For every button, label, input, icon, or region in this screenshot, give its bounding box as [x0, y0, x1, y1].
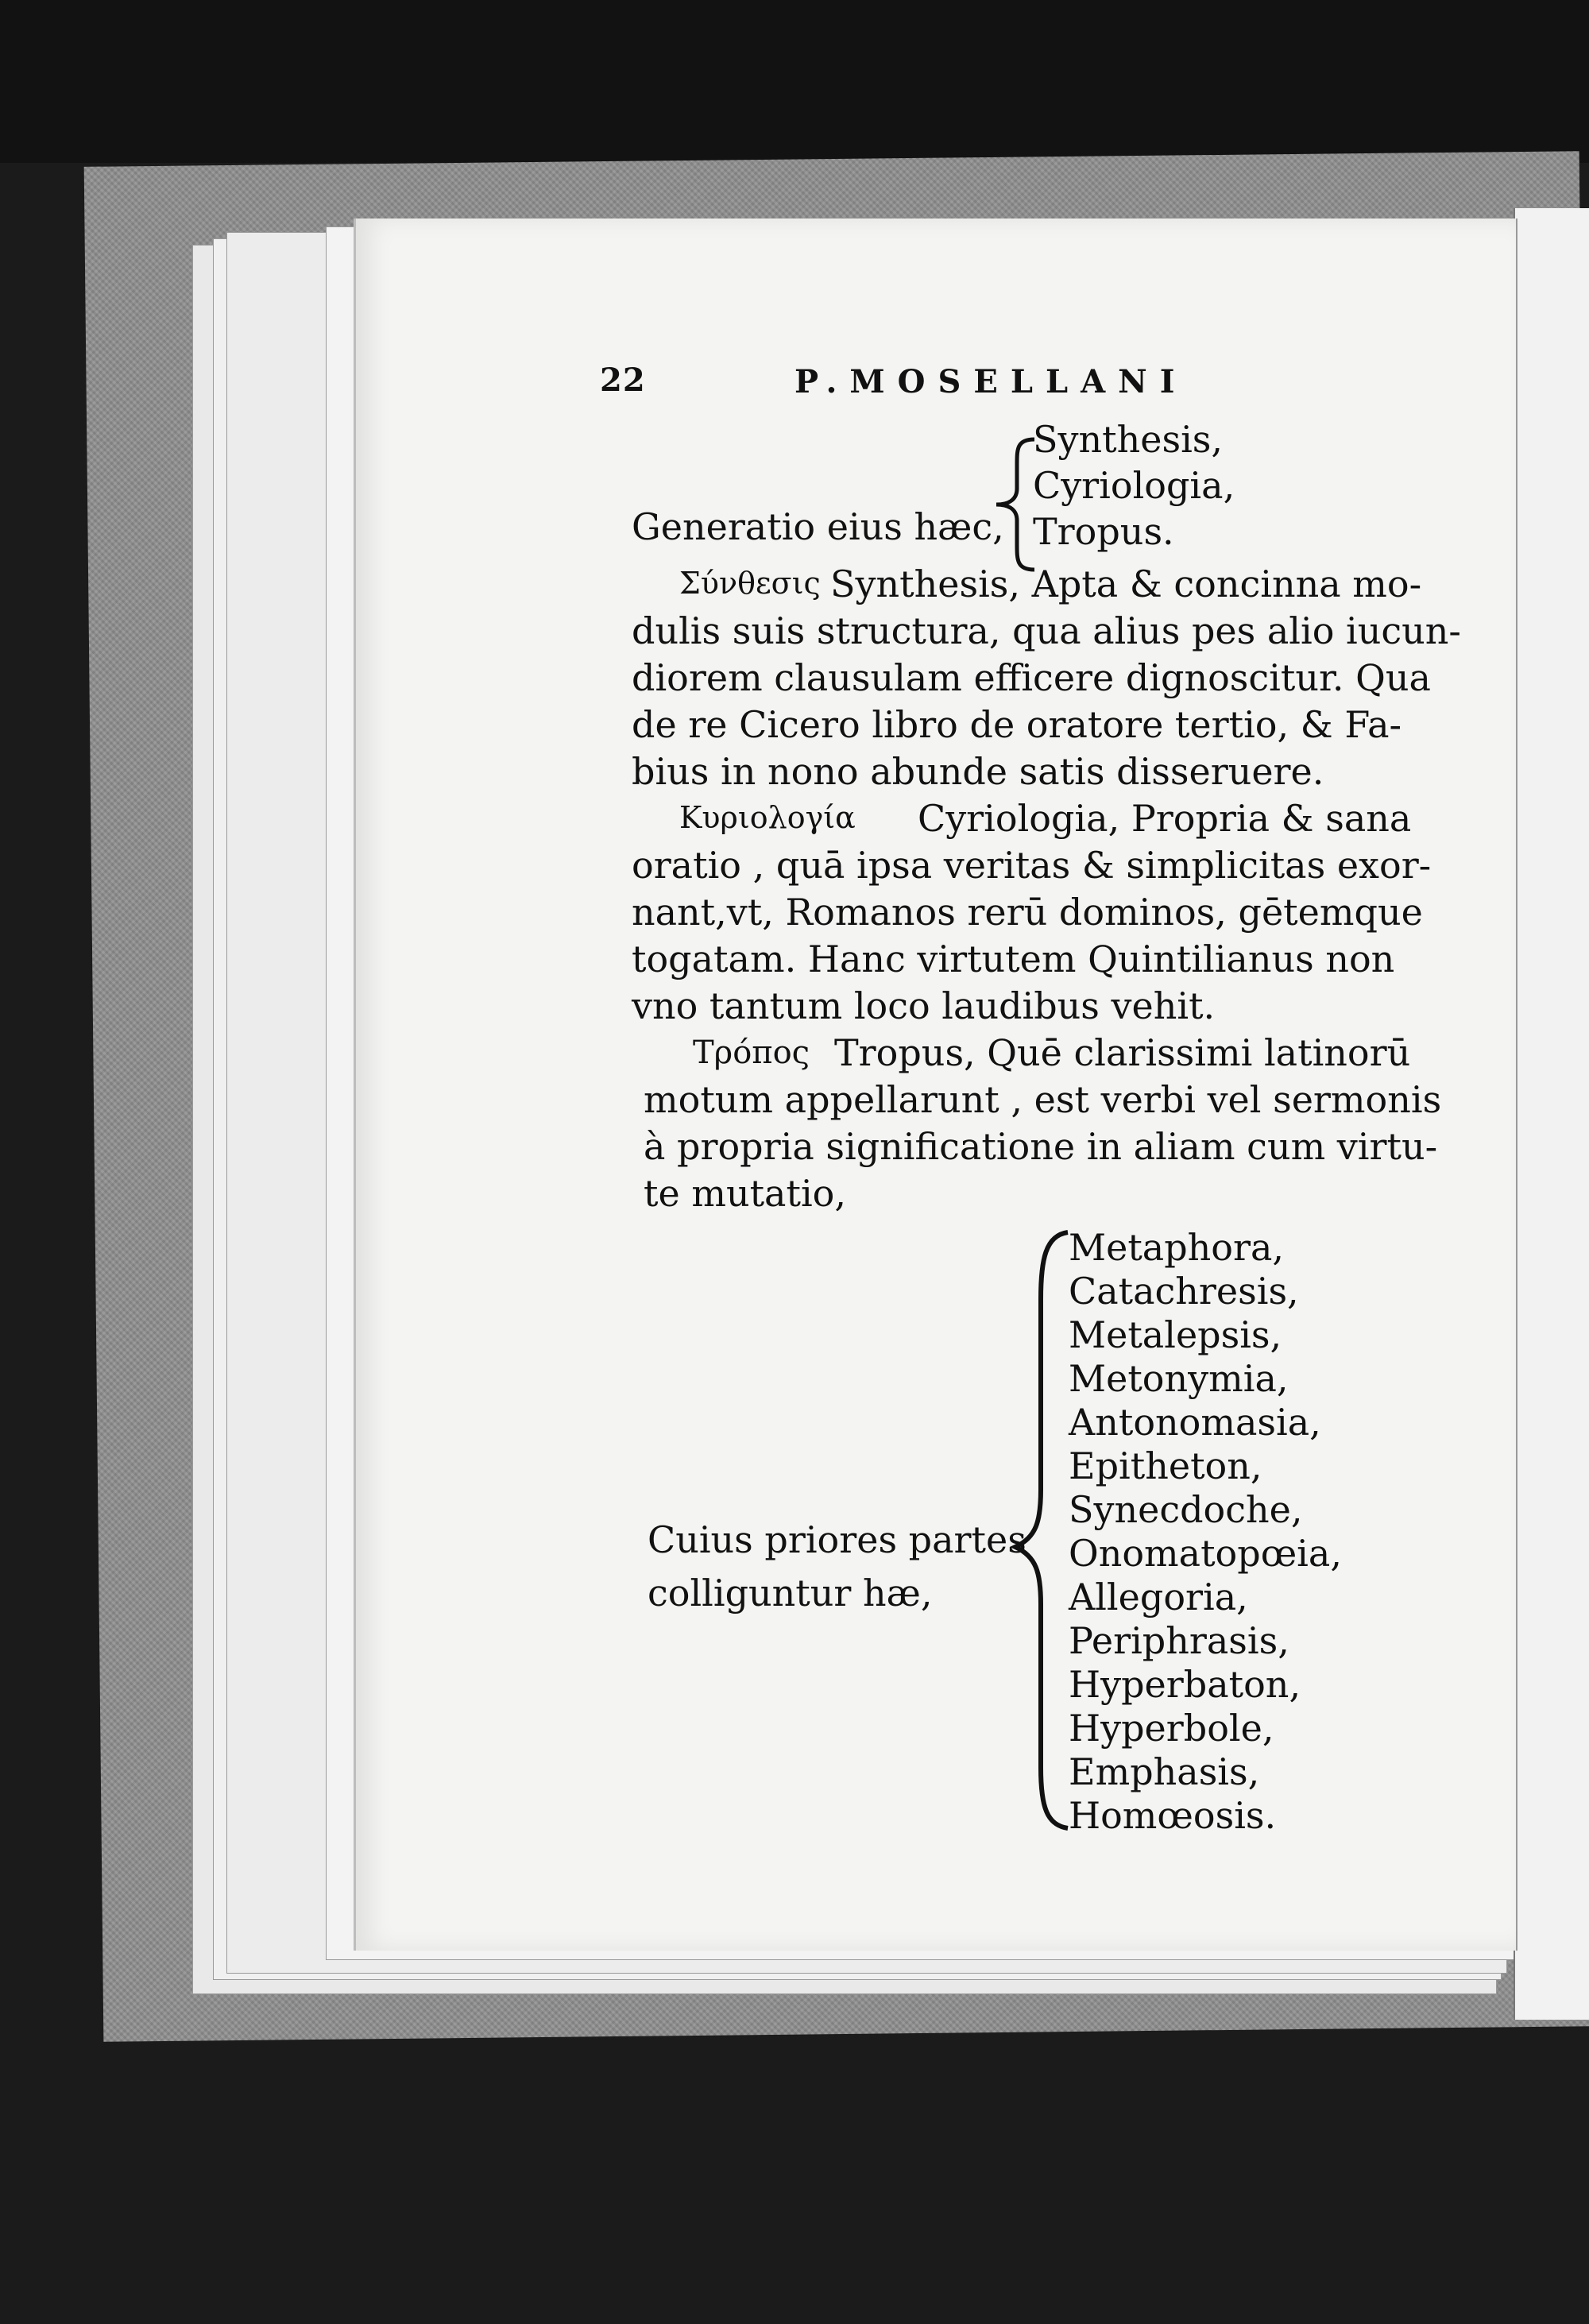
running-title: P.MOSELLANI [794, 363, 1188, 400]
partes-label: colliguntur hæ, [648, 1572, 933, 1614]
text-line: motum appellarunt , est verbi vel sermonis [644, 1078, 1442, 1121]
text-line: à propria significatione in aliam cum virtu- [644, 1125, 1438, 1168]
list-item: Hyperbaton, [1069, 1663, 1301, 1706]
facing-page-edge [1514, 208, 1589, 2020]
list-item: Emphasis, [1069, 1750, 1260, 1793]
list-item: Metaphora, [1069, 1226, 1285, 1269]
text-line: Cyriologia, Propria & sana [918, 797, 1412, 840]
list-item: Metalepsis, [1069, 1313, 1282, 1356]
text-line: bius in nono abunde satis disseruere. [632, 750, 1324, 793]
page-number: 22 [600, 362, 646, 399]
partes-label: Cuius priores partes [648, 1518, 1026, 1561]
text-line: dulis suis structura, qua alius pes alio iucun- [632, 609, 1461, 652]
text-line: diorem clausulam efficere dignoscitur. Qua [632, 656, 1431, 699]
list-item: Allegoria, [1069, 1576, 1248, 1618]
list-item: Metonymia, [1069, 1357, 1289, 1400]
text-line: togatam. Hanc virtutem Quintilianus non [632, 938, 1395, 980]
text-line: Tropus, Quē clarissimi latinorū [834, 1031, 1411, 1074]
list-item: Onomatopœia, [1069, 1532, 1342, 1575]
greek-term: Τρόπος [693, 1034, 810, 1071]
greek-term: Σύνθεσις [679, 566, 821, 601]
scanner-background [0, 0, 1589, 163]
tropes-list [1069, 1226, 1342, 1838]
text-line: de re Cicero libro de oratore tertio, & Fa- [632, 703, 1402, 746]
large-curly-brace [1009, 1228, 1073, 1831]
running-head [0, 362, 1589, 409]
list-item: Catachresis, [1069, 1270, 1299, 1313]
generatio-item: Cyriologia, [1033, 464, 1235, 507]
text-line: te mutatio, [644, 1172, 846, 1215]
text-line: Synthesis, Apta & concinna mo- [830, 563, 1422, 605]
generatio-label: Generatio eius hæc, [632, 505, 1004, 548]
greek-term: Κυριολογία [679, 800, 856, 835]
list-item: Epitheton, [1069, 1444, 1262, 1487]
list-item: Antonomasia, [1069, 1401, 1321, 1444]
text-line: nant,vt, Romanos rerū dominos, gētemque [632, 891, 1423, 934]
text-line: vno tantum loco laudibus vehit. [632, 984, 1216, 1027]
generatio-item: Tropus. [1033, 510, 1174, 553]
list-item: Synecdoche, [1069, 1488, 1303, 1531]
list-item: Periphrasis, [1069, 1619, 1289, 1662]
generatio-item: Synthesis, [1033, 418, 1224, 461]
list-item: Hyperbole, [1069, 1707, 1274, 1750]
text-line: oratio , quā ipsa veritas & simplicitas exor- [632, 844, 1432, 887]
list-item: Homœosis. [1069, 1794, 1277, 1837]
